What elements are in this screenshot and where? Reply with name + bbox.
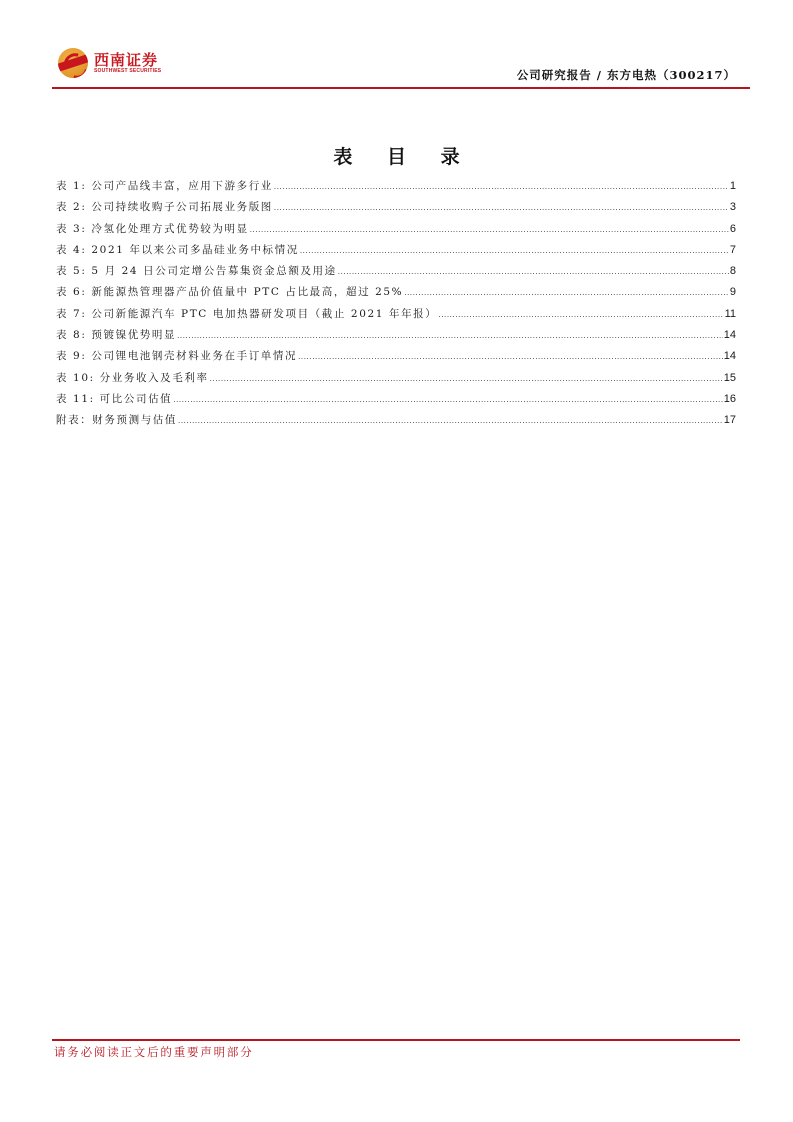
page-header <box>40 40 740 90</box>
toc-entry[interactable] <box>56 368 736 389</box>
toc-entry-label: 表 9: 公司锂电池钢壳材料业务在手订单情况 <box>56 350 298 363</box>
toc-entry[interactable] <box>56 346 736 367</box>
toc-entry-label: 表 10: 分业务收入及毛利率 <box>56 371 209 384</box>
toc-leader-dots <box>173 389 722 410</box>
toc-leader-dots <box>274 197 729 218</box>
toc-entry[interactable] <box>56 410 736 431</box>
toc-leader-dots <box>300 240 729 261</box>
toc-entry[interactable] <box>56 304 736 325</box>
toc-entry-label: 表 5: 5 月 24 日公司定增公告募集资金总额及用途 <box>56 265 337 278</box>
toc-entry[interactable] <box>56 219 736 240</box>
toc-entry-label: 表 4: 2021 年以来公司多晶硅业务中标情况 <box>56 243 299 256</box>
toc-leader-dots <box>404 282 729 303</box>
toc-entry-label: 表 1: 公司产品线丰富，应用下游多行业 <box>56 180 273 192</box>
toc-entry-page: 14 <box>723 329 736 342</box>
logo-english-name: SOUTHWEST SECURITIES <box>94 67 162 74</box>
toc-leader-dots <box>298 346 723 367</box>
toc-leader-dots <box>210 368 723 389</box>
logo-chinese-name: 西南证券 <box>94 50 159 69</box>
toc-entry-page: 15 <box>723 371 736 384</box>
toc-entry-page: 6 <box>729 222 736 235</box>
toc-leader-dots <box>438 304 723 325</box>
toc-entry-page: 9 <box>729 286 736 299</box>
report-title: 公司研究报告 / 东方电热（300217） <box>516 68 736 82</box>
toc-entry-label: 表 6: 新能源热管理器产品价值量中 PTC 占比最高，超过 25% <box>56 286 404 299</box>
toc-entry-page: 11 <box>724 307 736 320</box>
toc-leader-dots <box>178 410 723 431</box>
toc-entry-page: 1 <box>729 180 736 192</box>
toc-entry-page: 7 <box>729 243 736 256</box>
toc-entry[interactable] <box>56 261 736 282</box>
logo-wordmark <box>94 52 161 75</box>
toc-entry-label: 表 3: 冷氢化处理方式优势较为明显 <box>56 222 249 235</box>
toc-leader-dots <box>274 176 729 197</box>
toc-entry[interactable] <box>56 325 736 346</box>
table-of-tables <box>56 176 736 432</box>
toc-entry[interactable] <box>56 176 736 197</box>
toc-entry-page: 17 <box>723 414 736 427</box>
footer-disclaimer: 请务必阅读正文后的重要声明部分 <box>54 1045 254 1059</box>
toc-leader-dots <box>250 219 729 240</box>
toc-entry-page: 8 <box>729 265 736 278</box>
footer-divider <box>52 1039 740 1041</box>
toc-entry-label: 表 11: 可比公司估值 <box>56 392 173 405</box>
toc-entry-page: 3 <box>729 201 736 214</box>
toc-entry[interactable] <box>56 240 736 261</box>
header-divider <box>52 87 750 89</box>
logo-emblem-icon <box>58 48 88 78</box>
company-logo <box>58 48 161 78</box>
toc-entry-page: 16 <box>723 392 736 405</box>
toc-leader-dots <box>338 261 729 282</box>
toc-entry-label: 表 8: 预镀镍优势明显 <box>56 329 177 342</box>
toc-title: 表 目 录 <box>333 146 474 168</box>
toc-entry[interactable] <box>56 197 736 218</box>
toc-entry[interactable] <box>56 389 736 410</box>
toc-entry-label: 表 2: 公司持续收购子公司拓展业务版图 <box>56 201 273 214</box>
toc-leader-dots <box>177 325 723 346</box>
toc-entry[interactable] <box>56 282 736 303</box>
toc-entry-page: 14 <box>723 350 736 363</box>
toc-entry-label: 表 7: 公司新能源汽车 PTC 电加热器研发项目（截止 2021 年年报） <box>56 307 438 320</box>
toc-entry-label: 附表：财务预测与估值 <box>56 414 177 427</box>
